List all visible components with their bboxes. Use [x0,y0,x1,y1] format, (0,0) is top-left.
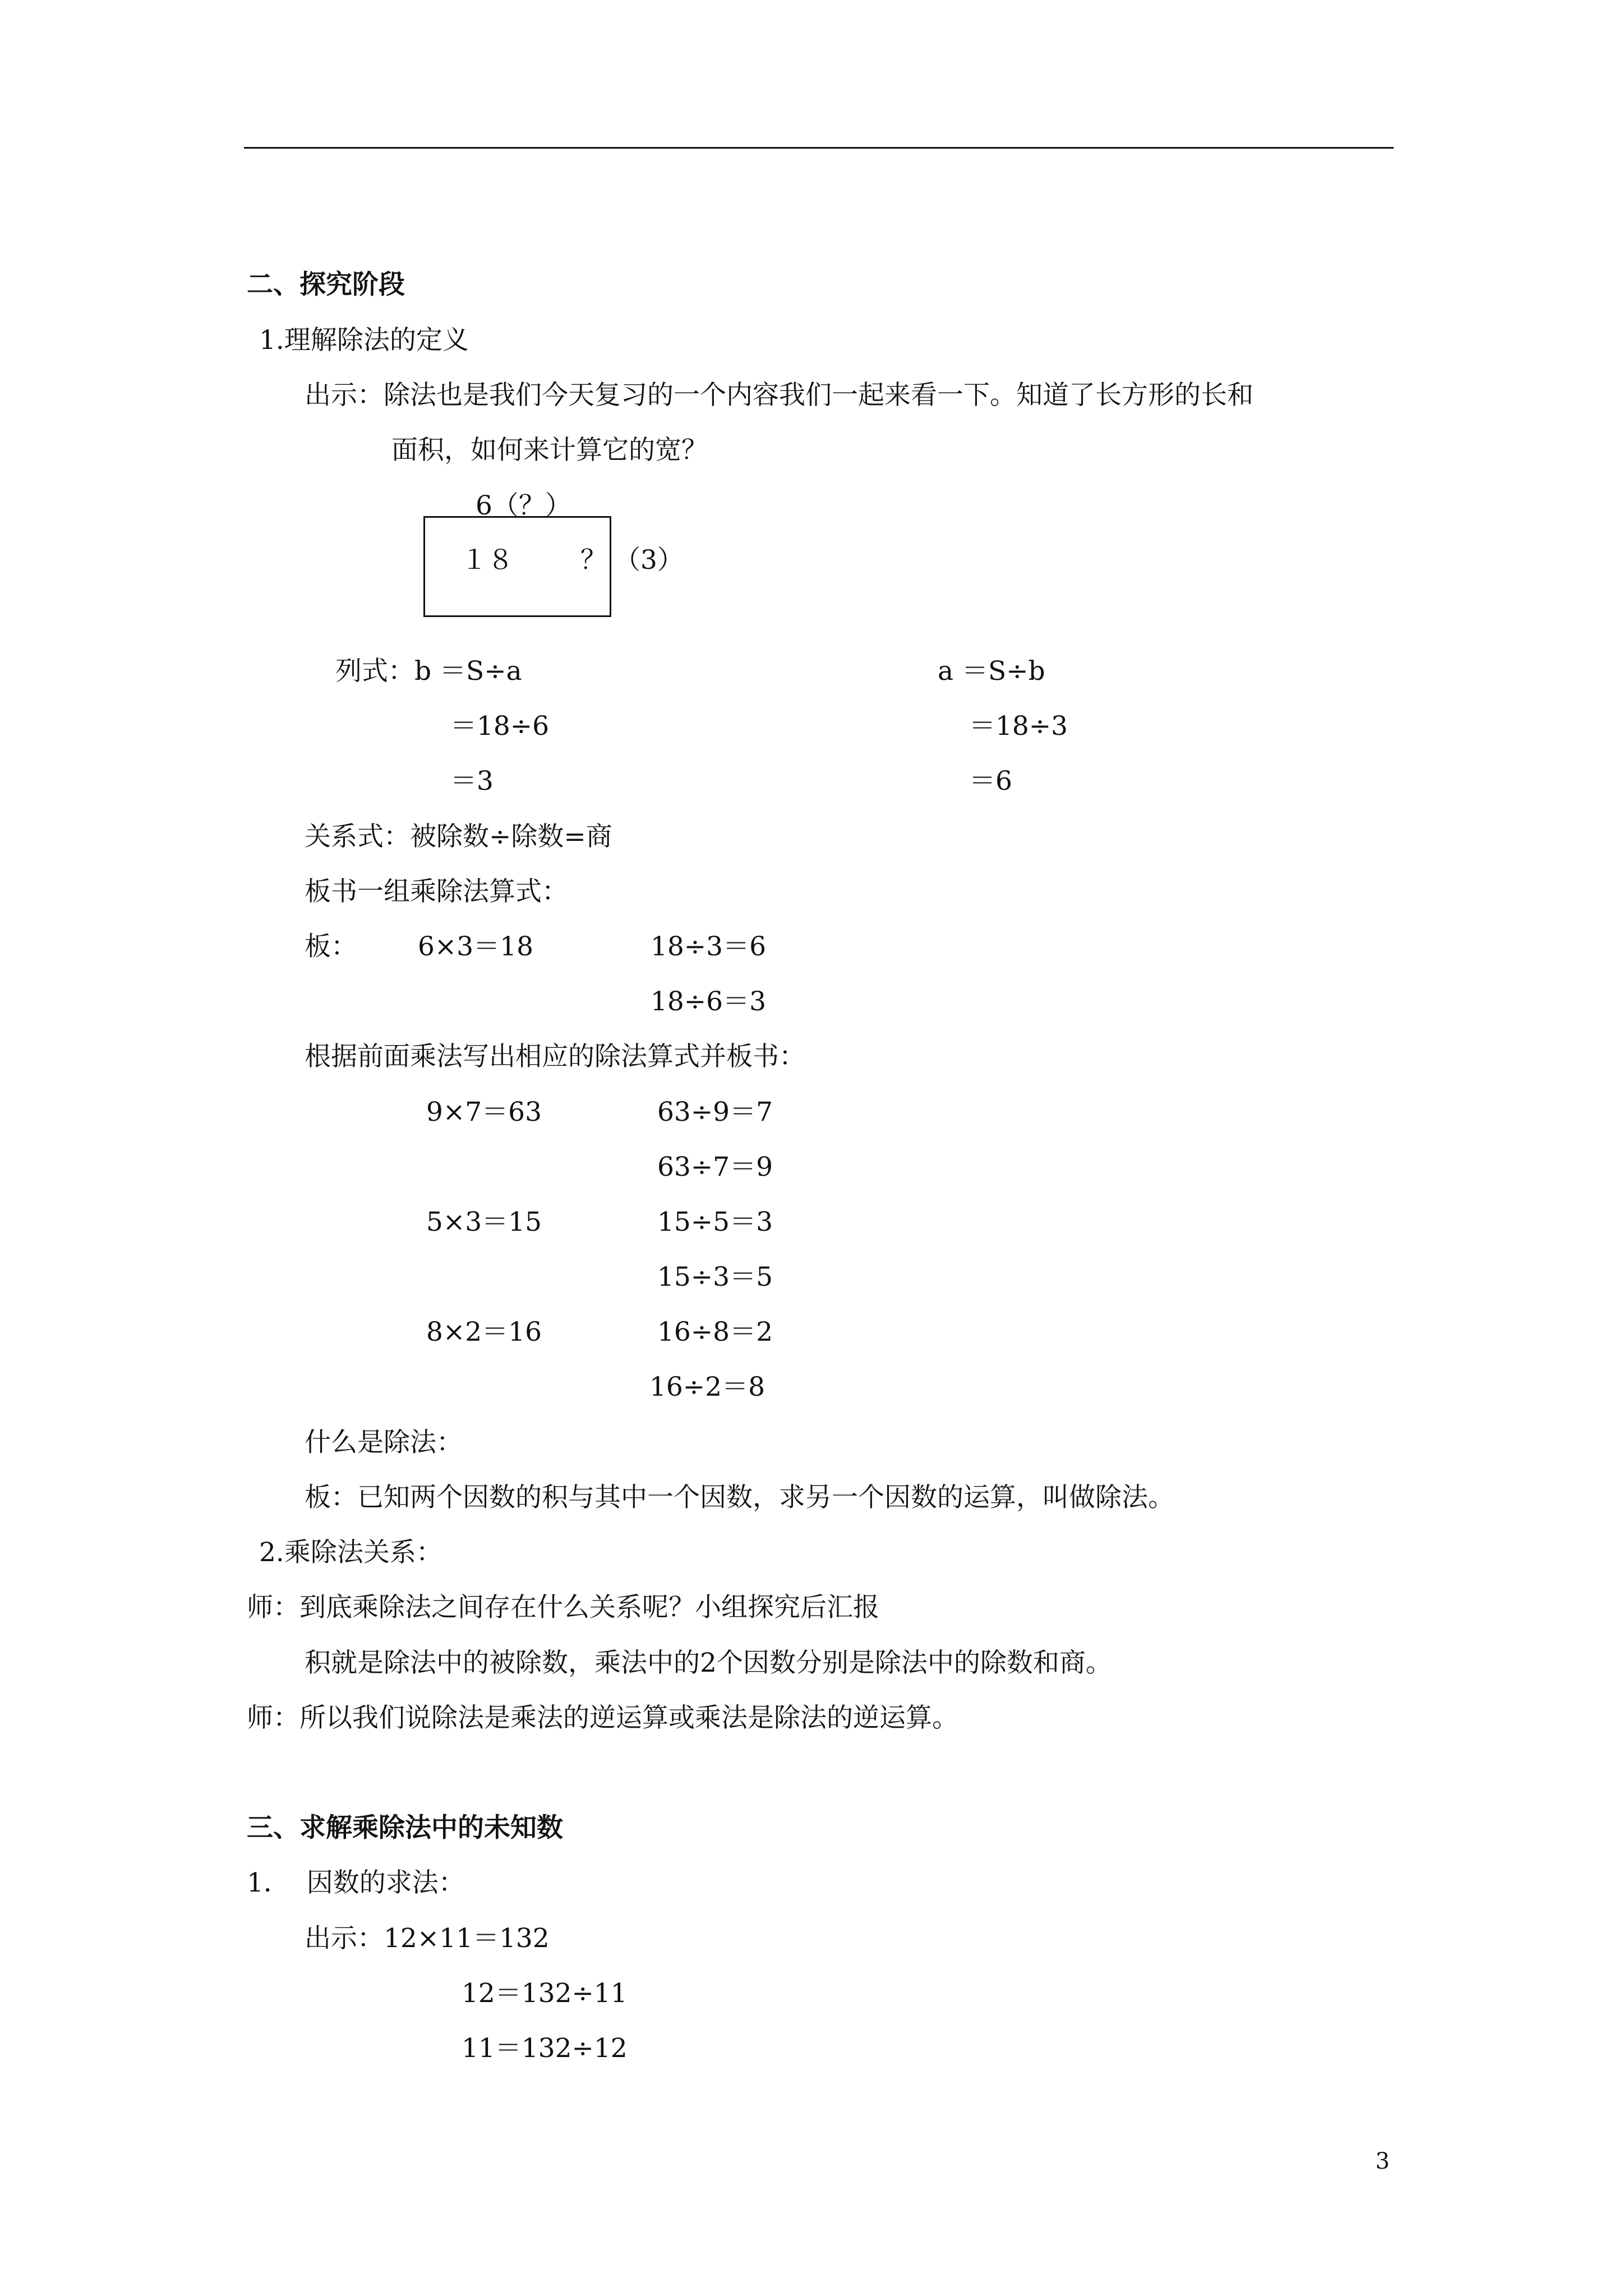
factor-equation-2: 11＝132÷12 [462,2033,628,2064]
show-text-line-1: 出示：除法也是我们今天复习的一个内容我们一起来看一下。知道了长方形的长和 [305,380,1253,411]
teacher-conclusion: 师：所以我们说除法是乘法的逆运算或乘法是除法的逆运算。 [247,1703,958,1733]
formula-right-line-3: ＝6 [969,766,1012,797]
formula-left-line-3: ＝3 [450,766,494,797]
rectangle-area-label: １８ [461,545,514,576]
board-label: 板： [305,931,357,962]
group-3-division-2: 16÷2＝8 [649,1372,765,1402]
relation-formula: 关系式：被除数÷除数=商 [305,821,612,852]
show-equation: 出示：12×11＝132 [305,1923,550,1954]
subsection-title-factor: 1． 因数的求法： [247,1867,465,1898]
what-is-division: 什么是除法： [305,1427,463,1458]
group-1-division-2: 63÷7＝9 [657,1152,773,1182]
rectangle-length-label: 6（？） [476,490,571,521]
subsection-title-division-definition: 1.理解除法的定义 [259,325,469,356]
formula-left-line-2: ＝18÷6 [450,711,550,742]
board-division-2: 18÷6＝3 [651,986,766,1017]
formula-right-line-2: ＝18÷3 [969,711,1068,742]
rectangle-width-label: （3） [614,545,684,576]
group-3-division-1: 16÷8＝2 [657,1317,773,1347]
group-2-division-2: 15÷3＝5 [657,1262,773,1292]
factor-equation-1: 12＝132÷11 [462,1978,628,2009]
write-intro: 根据前面乘法写出相应的除法算式并板书： [305,1041,805,1072]
group-3-multiplication: 8×2＝16 [426,1317,542,1347]
group-1-multiplication: 9×7＝63 [426,1097,542,1128]
teacher-question: 师：到底乘除法之间存在什么关系呢？小组探究后汇报 [247,1592,879,1623]
formula-right-line-1: a ＝S÷b [938,656,1045,687]
section-heading-unknowns: 三、求解乘除法中的未知数 [247,1812,563,1843]
division-definition: 板：已知两个因数的积与其中一个因数，求另一个因数的运算，叫做除法。 [305,1482,1174,1513]
rectangle-width-unknown: ？ [580,545,607,576]
group-2-division-1: 15÷5＝3 [657,1207,773,1237]
board-title: 板书一组乘除法算式： [305,876,568,907]
board-multiplication: 6×3＝18 [418,931,533,962]
page-number: 3 [1375,2148,1390,2174]
group-1-division-1: 63÷9＝7 [657,1097,773,1128]
board-division-1: 18÷3＝6 [651,931,766,962]
section-heading-inquiry: 二、探究阶段 [247,269,405,300]
header-rule [244,147,1394,149]
group-answer: 积就是除法中的被除数，乘法中的2个因数分别是除法中的除数和商。 [305,1648,1112,1678]
subsection-title-relation: 2.乘除法关系： [259,1537,442,1568]
formula-left-line-1: 列式：b ＝S÷a [335,656,522,687]
show-text-line-2: 面积，如何来计算它的宽？ [391,435,708,466]
group-2-multiplication: 5×3＝15 [426,1207,542,1237]
